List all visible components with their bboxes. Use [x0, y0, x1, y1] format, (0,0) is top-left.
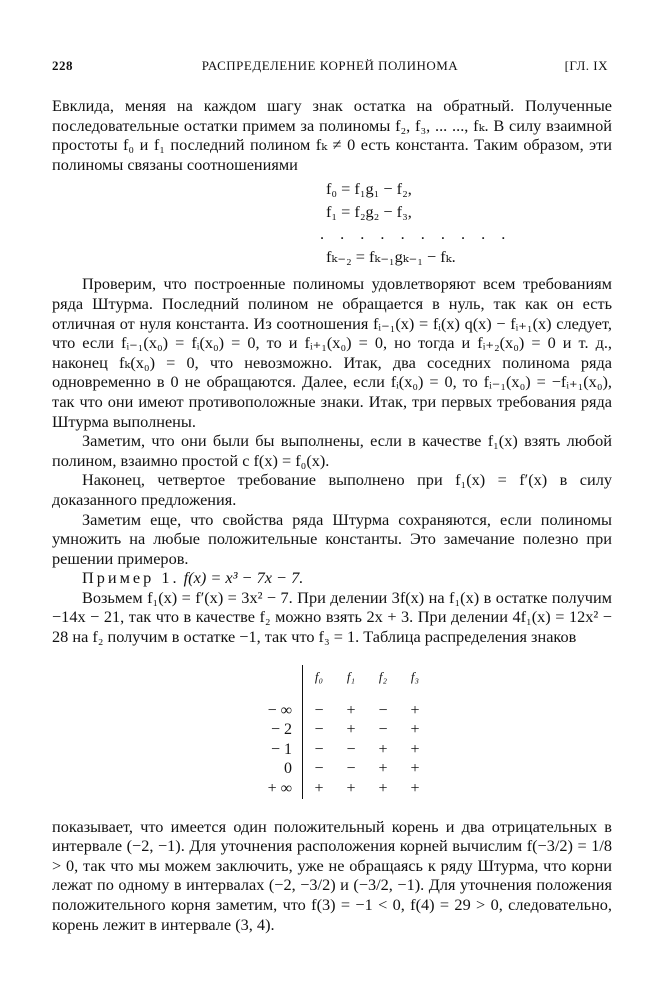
- sign-cell: −: [378, 721, 388, 739]
- sign-table-row: [248, 740, 431, 760]
- sign-table-col: f₂: [378, 668, 388, 684]
- paragraph-3: Заметим, что они были бы выполнены, если в качестве f₁(x) взять любой полином, взаимно простой с f(x) = f₀(x).: [52, 431, 612, 470]
- example-heading: [52, 568, 612, 588]
- chapter-label: [ГЛ. IX: [564, 58, 608, 73]
- sign-table-col: f₀: [314, 668, 324, 684]
- sign-cell: +: [378, 780, 388, 798]
- sign-cell: −: [378, 701, 388, 719]
- equation-3: fₖ₋₂ = fₖ₋₁gₖ₋₁ − fₖ.: [326, 246, 456, 266]
- equation-ellipsis: . . . . . . . . . .: [320, 224, 512, 244]
- page-number: 228: [52, 58, 73, 73]
- equation-1: f₀ = f₁g₁ − f₂,: [326, 179, 412, 199]
- page-body: [52, 96, 612, 934]
- sign-cell: +: [410, 721, 420, 739]
- sign-cell: +: [410, 740, 420, 758]
- sign-cell: +: [410, 701, 420, 719]
- sign-table-x: − 2: [248, 720, 303, 740]
- sign-table-col: f₃: [410, 668, 420, 684]
- sign-cell: +: [346, 721, 356, 739]
- sign-cell: +: [378, 740, 388, 758]
- sign-cell: +: [410, 760, 420, 778]
- paragraph-5: Заметим еще, что свойства ряда Штурма сохраняются, если полиномы умножить на любые положительные константы. Это замечание полезно при решении примеров.: [52, 509, 612, 568]
- sign-table-row: [248, 720, 431, 740]
- sign-cell: +: [346, 780, 356, 798]
- sign-table-corner: [248, 665, 303, 701]
- running-title: РАСПРЕДЕЛЕНИЕ КОРНЕЙ ПОЛИНОМА: [201, 58, 459, 73]
- sign-cell: −: [346, 740, 356, 758]
- equation-2: f₁ = f₂g₂ − f₃,: [326, 201, 412, 221]
- sign-table-row: [248, 759, 431, 779]
- sign-table-header: [248, 665, 431, 701]
- sign-table: [248, 665, 432, 799]
- paragraph-1: Евклида, меняя на каждом шагу знак остатка на обратный. Полученные последовательные остатки примем за полиномы f₂, f₃, ... ..., fₖ. В силу взаимной простоты f₀ и f₁ последний полином fₖ ≠ 0 есть константа. Таким образом, эти полиномы связаны соотношениями: [52, 96, 612, 174]
- sign-table-x: 0: [248, 759, 303, 779]
- sign-cell: +: [378, 760, 388, 778]
- paragraph-2: Проверим, что построенные полиномы удовлетворяют всем требованиям ряда Штурма. Последний полином не обращается в нуль, так как он есть отличная от нуля константа. Из соотношения fᵢ₋₁(x) = fᵢ(x) q(x) − fᵢ₊₁(x) следует, что если fᵢ₋₁(x₀) = fᵢ(x₀) = 0, то и fᵢ₊₁(x₀) = 0, но тогда и fᵢ₊₂(x₀) = 0 и т. д., наконец fₖ(x₀) = 0, что невозможно. Итак, два соседних полинома ряда одновременно в 0 не обращаются. Далее, если fᵢ(x₀) = 0, то fᵢ₋₁(x₀) = −fᵢ₊₁(x₀), так что они имеют противоположные знаки. Итак, три первых требования ряда Штурма выполнены.: [52, 274, 612, 431]
- paragraph-7: Возьмем f₁(x) = f′(x) = 3x² − 7. При делении 3f(x) на f₁(x) в остатке получим −14x − 21, так что в качестве f₂ можно взять 2x + 3. При делении 4f₁(x) = 12x² − 28 на f₂ получим в остатке −1, так что f₃ = 1. Таблица распределения знаков: [52, 587, 612, 647]
- sign-cell: +: [314, 780, 324, 798]
- paragraph-8: показывает, что имеется один положительный корень и два отрицательных в интервале (−2, −1). Для уточнения расположения корней вычислим f(−3/2) = 1/8 > 0, так что мы можем заключить, уже не обращаясь к ряду Штурма, что корни лежат по одному в интервалах (−2, −3/2) и (−3/2, −1). Для уточнения положения положительного корня заметим, что f(3) = −1 < 0, f(4) = 29 > 0, следовательно, корень лежит в интервале (3, 4).: [52, 816, 612, 934]
- equation-block: [136, 178, 612, 268]
- sign-cell: −: [314, 760, 324, 778]
- sign-cell: −: [346, 760, 356, 778]
- sign-table-x: + ∞: [248, 779, 303, 799]
- paragraph-4: Наконец, четвертое требование выполнено при f₁(x) = f′(x) в силу доказанного предложения.: [52, 470, 612, 509]
- example-function: f(x) = x³ − 7x − 7.: [183, 568, 304, 588]
- sign-table-col: f₁: [346, 668, 356, 684]
- example-label: Пример 1.: [82, 568, 180, 588]
- sign-table-row: [248, 779, 431, 799]
- sign-cell: −: [314, 701, 324, 719]
- sign-table-row: [248, 701, 431, 721]
- sign-table-x: − ∞: [248, 701, 303, 721]
- sign-cell: −: [314, 740, 324, 758]
- page-header: [52, 56, 608, 78]
- sign-table-x: − 1: [248, 740, 303, 760]
- sign-cell: +: [346, 701, 356, 719]
- sign-cell: +: [410, 780, 420, 798]
- sign-cell: −: [314, 721, 324, 739]
